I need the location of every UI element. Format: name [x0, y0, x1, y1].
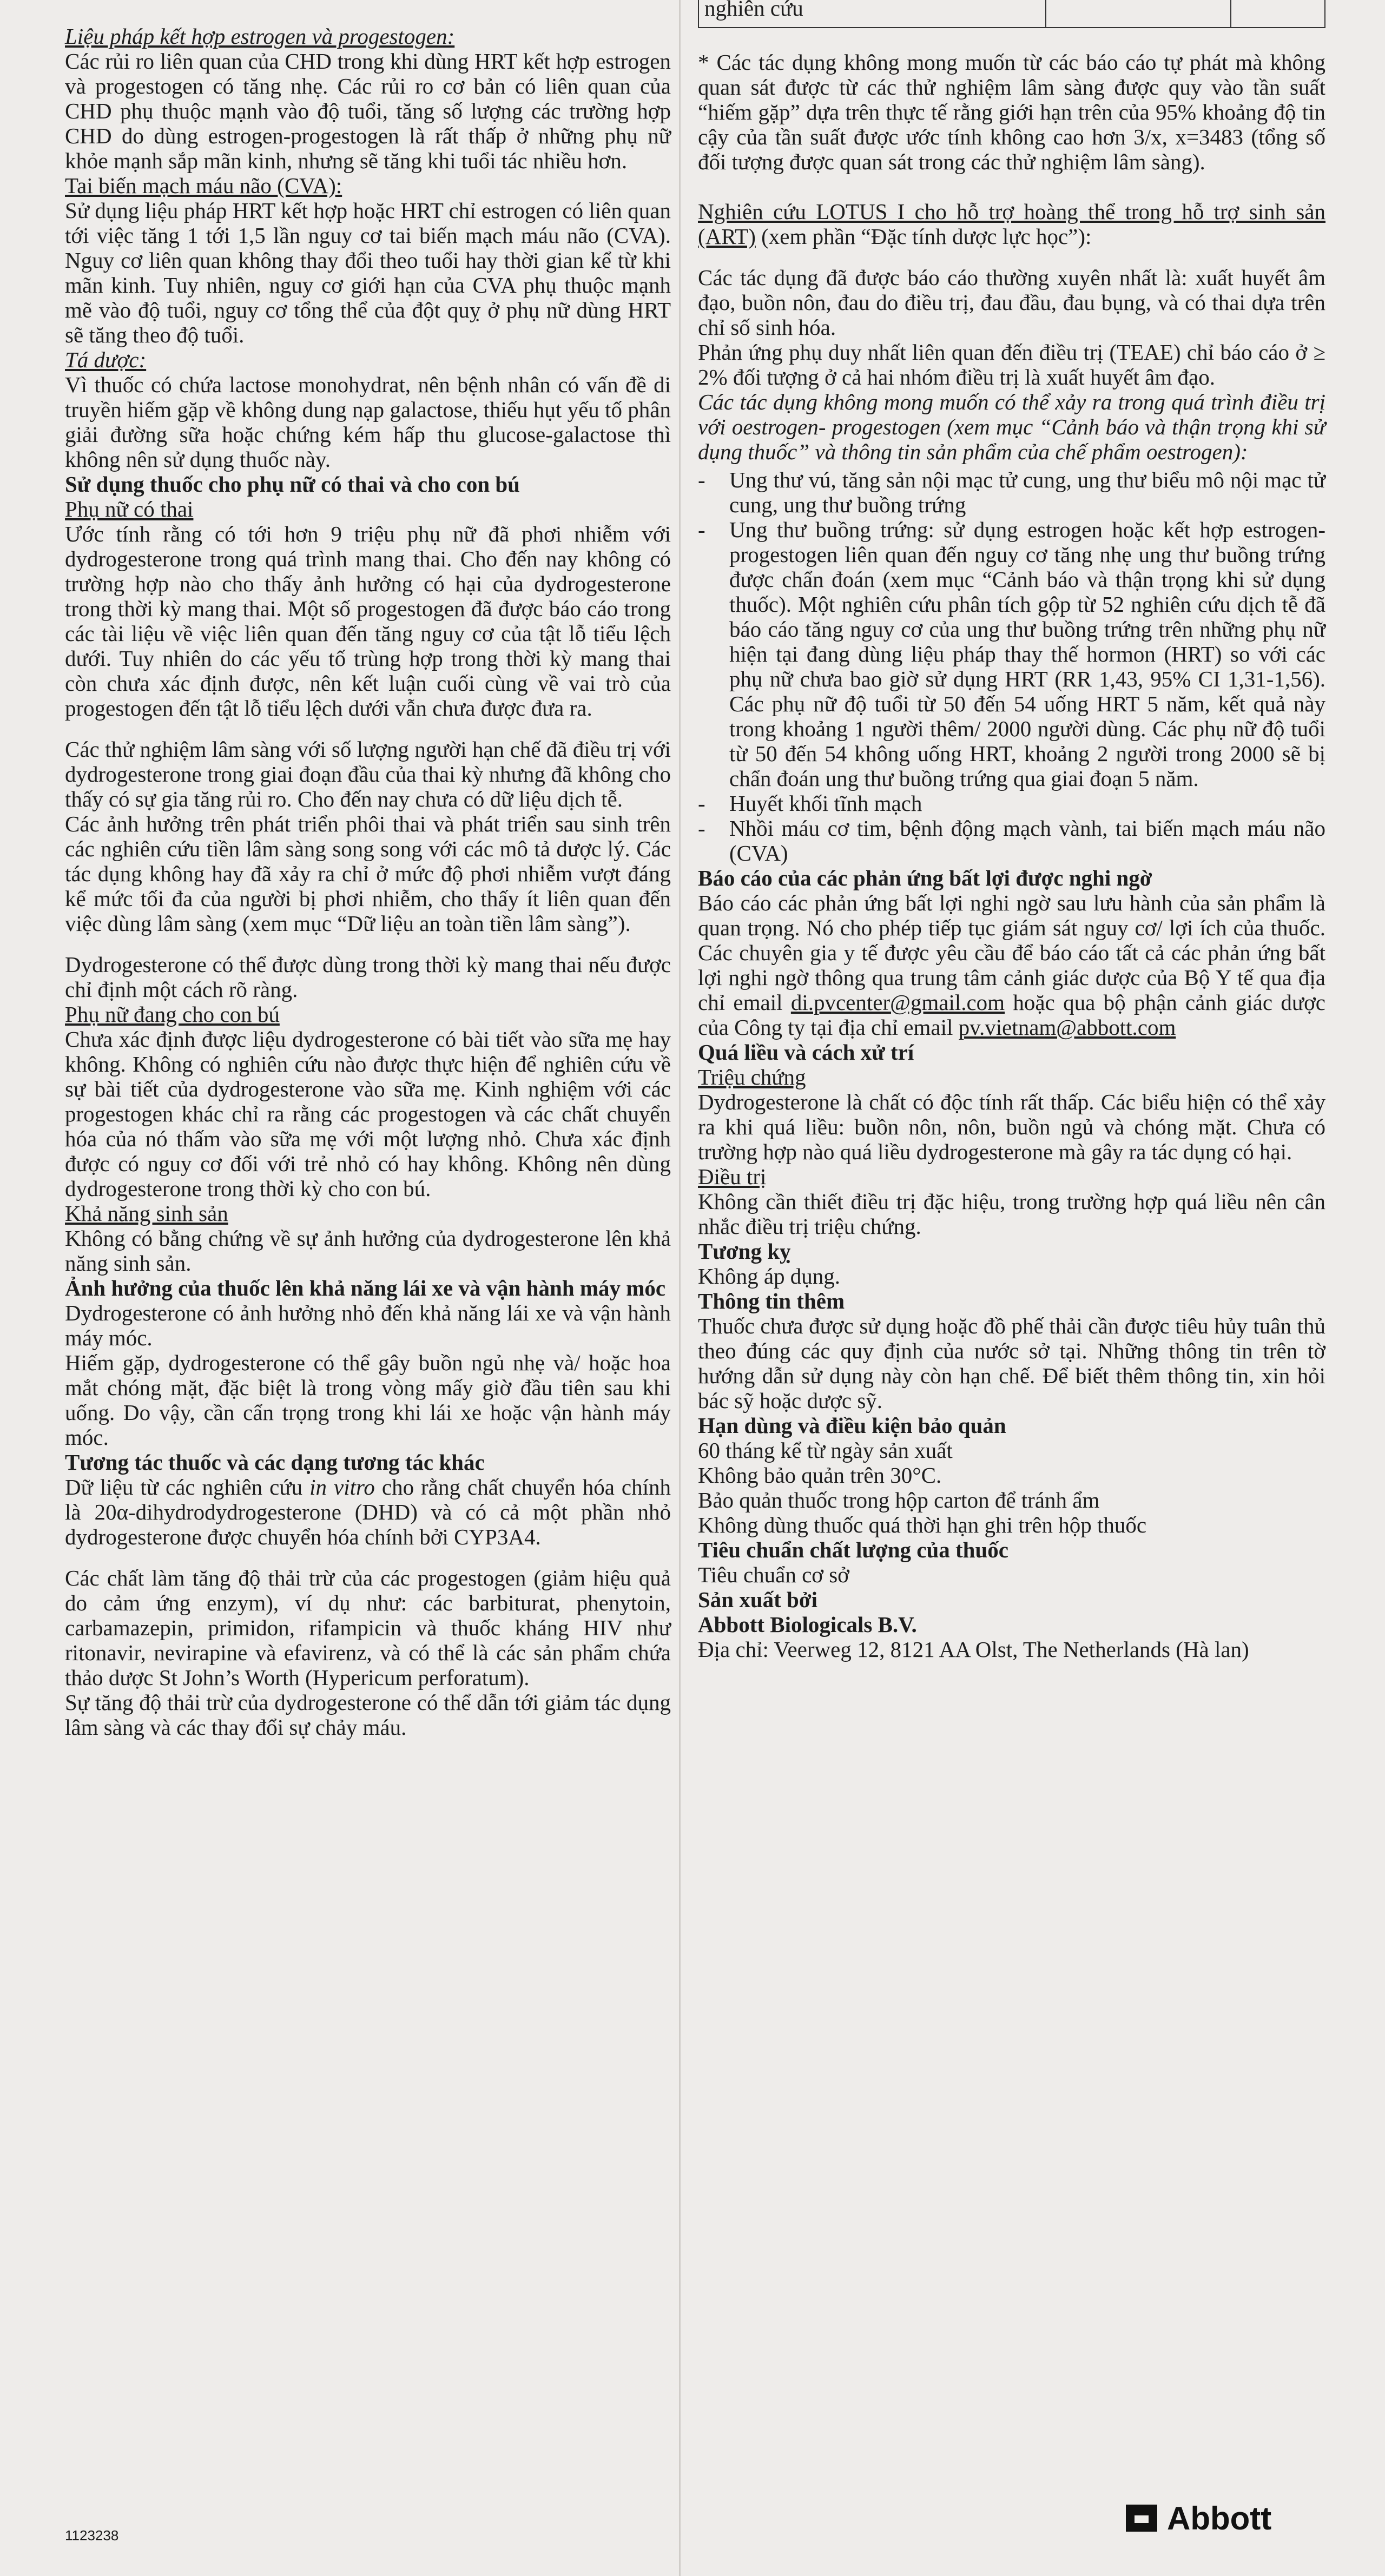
list-item: - Ung thư buồng trứng: sử dụng estrogen hoặc kết hợp estrogen-progestogen liên quan đến nguy cơ tăng nhẹ ung thư buồng trứng được chẩn đoán (xem mục “Cảnh báo và thận trọng khi sử dụng thuốc). Một nghiên cứu phân tích gộp từ 52 nghiên cứu dịch tễ đã báo cáo tăng nguy cơ của ung thư buồng trứng trên những phụ nữ hiện tại đang dùng liệu pháp thay thế hormon (HRT) so với các phụ nữ chưa bao giờ sử dụng HRT (RR 1,43, 95% CI 1,31-1,56). Các phụ nữ độ tuổi từ 50 đến 54 uống HRT 5 năm, kết quả này trong khoảng 1 người thêm/ 2000 người dùng. Các phụ nữ độ tuổi từ 50 đến 54 không uống HRT, khoảng 2 người trong 2000 sẽ bị chẩn đoán ung thư buồng trứng qua giai đoạn 5 năm.	[698, 517, 1325, 791]
lotus-italic-note: Các tác dụng không mong muốn có thể xảy ra trong quá trình điều trị với oestrogen- progestogen (xem mục “Cảnh báo và thận trọng khi sử dụng thuốc” và thông tin sản phẩm của chế phẩm oestrogen):	[698, 389, 1325, 464]
list-item: - Nhồi máu cơ tim, bệnh động mạch vành, tai biến mạch máu não (CVA)	[698, 816, 1325, 866]
adr-text-a: Báo cáo các phản ứng bất lợi nghi ngờ sau lưu hành của sản phẩm là quan trọng. Nó cho phép tiếp tục giám sát nguy cơ/ lợi ích của thuốc. Các chuyên gia y tế được yêu cầu để báo cáo tất cả các phản ứng bất lợi nghi ngờ thông qua trung tâm cảnh giác dược của Bộ Y tế qua địa chỉ email	[698, 890, 1325, 1015]
driving-paragraph-1: Dydrogesterone có ảnh hưởng nhỏ đến khả năng lái xe và vận hành máy móc.	[65, 1300, 671, 1350]
lotus-paragraph-1: Các tác dụng đã được báo cáo thường xuyên nhất là: xuất huyết âm đạo, buồn nôn, đau do điều trị, đau đầu, đau bụng, và có thai dựa trên chỉ số sinh hóa.	[698, 265, 1325, 340]
list-item: - Huyết khối tĩnh mạch	[698, 791, 1325, 816]
table-cell	[1231, 0, 1325, 28]
pregnancy-paragraph-3: Các ảnh hưởng trên phát triển phôi thai và phát triển sau sinh trên các nghiên cứu tiền lâm sàng song song với các mô tả dược lý. Các tác dụng không hay đã xảy ra chỉ ở mức độ phơi nhiễm vượt đáng kể mức tối đa của người bị phơi nhiễm, cho thấy ít liên quan đến việc dùng lâm sàng (xem mục “Dữ liệu an toàn tiền lâm sàng”).	[65, 811, 671, 936]
abbott-pv-email-link[interactable]: pv.vietnam@abbott.com	[958, 1015, 1176, 1040]
lotus-title-after: (xem phần “Đặc tính dược lực học”):	[755, 224, 1092, 249]
pv-center-email-link[interactable]: di.pvcenter@gmail.com	[790, 990, 1005, 1015]
interactions-text-a: Dữ liệu từ các nghiên cứu	[65, 1475, 310, 1500]
incompatibility-text: Không áp dụng.	[698, 1264, 841, 1289]
adr-text-b: hoặc qua bộ phận cảnh giác dược của Công ty tại địa chỉ email	[698, 990, 1325, 1040]
interactions-paragraph-1	[65, 1475, 671, 1549]
abbott-logo-text: Abbott	[1167, 2500, 1272, 2537]
document-code: 1123238	[65, 2527, 119, 2544]
quality-heading: Tiêu chuẩn chất lượng của thuốc	[698, 1537, 1008, 1562]
storage-line: Bảo quản thuốc trong hộp carton để tránh ẩm	[698, 1488, 1100, 1512]
interactions-text-b: cho rằng chất chuyển hóa chính là 20α-dihydrodydrogesterone (DHD) và có cả một phần nhỏ dydrogesterone được chuyển hóa chính bởi CYP3A4.	[65, 1475, 671, 1549]
driving-heading: Ảnh hưởng của thuốc lên khả năng lái xe và vận hành máy móc	[65, 1276, 666, 1300]
list-item: - Ung thư vú, tăng sản nội mạc tử cung, ung thư biểu mô nội mạc tử cung, ung thư buồng trứng	[698, 467, 1325, 517]
more-info-text: Thuốc chưa được sử dụng hoặc đồ phế thải cần được tiêu hủy tuân thủ theo đúng các quy định của nước sở tại. Những thông tin trên tờ hướng dẫn sử dụng này còn hạn chế. Để biết thêm thông tin, xin hỏi bác sỹ hoặc dược sỹ.	[698, 1313, 1325, 1413]
column-divider	[679, 0, 681, 2576]
abbott-logo-icon	[1123, 2499, 1160, 2537]
lotus-title-line	[698, 199, 1325, 249]
lactation-text: Chưa xác định được liệu dydrogesterone có bài tiết vào sữa mẹ hay không. Không có nghiên cứu nào được thực hiện để nghiên cứu về sự bài tiết của dydrogesterone vào sữa mẹ. Kinh nghiệm với các progestogen khác chỉ ra rằng các progestogen và các chất chuyển hóa của nó thấm vào sữa mẹ với một lượng nhỏ. Chưa xác định được có nguy cơ đối với trẻ nhỏ có hay không. Không nên dùng dydrogesterone trong thời kỳ cho con bú.	[65, 1027, 671, 1201]
pregnancy-paragraph-1: Ước tính rằng có tới hơn 9 triệu phụ nữ đã phơi nhiễm với dydrogesterone trong quá trình mang thai. Cho đến nay không có trường hợp nào cho thấy ảnh hưởng có hại của dydrogesterone trong thời kỳ mang thai. Một số progestogen đã được báo cáo trong các tài liệu về việc liên quan đến tăng nguy cơ của tật lỗ tiểu lệch dưới. Tuy nhiên do các yếu tố trùng hợp trong thời kỳ mang thai còn chưa xác định được, nên kết luận cuối cùng về vai trò của progestogen đến tật lỗ tiểu lệch dưới vẫn chưa được đưa ra.	[65, 521, 671, 721]
interactions-in-vitro: in vitro	[309, 1475, 375, 1500]
table-row	[698, 0, 1325, 28]
adr-text	[698, 890, 1325, 1040]
adr-heading: Báo cáo của các phản ứng bất lợi được nghi ngờ	[698, 866, 1152, 890]
storage-heading: Hạn dùng và điều kiện bảo quản	[698, 1413, 1006, 1438]
pregnancy-subheading: Phụ nữ có thai	[65, 497, 194, 521]
overdose-treatment-subheading: Điều trị	[698, 1164, 767, 1189]
cva-text: Sử dụng liệu pháp HRT kết hợp hoặc HRT chỉ estrogen có liên quan tới việc tăng 1 tới 1,5 lần nguy cơ tai biến mạch máu não (CVA). Nguy cơ liên quan không thay đổi theo tuổi hay thời gian kể từ khi mãn kinh. Tuy nhiên, nguy cơ giới hạn của CVA phụ thuộc mạnh mẽ vào độ tuổi, nguy cơ tổng thể của đột quỵ ở phụ nữ dùng HRT sẽ tăng theo độ tuổi.	[65, 198, 671, 347]
fertility-subheading: Khả năng sinh sản	[65, 1201, 228, 1226]
table-cell: nghiên cứu	[698, 0, 1046, 28]
adverse-effects-list	[698, 467, 1325, 866]
overdose-heading: Quá liều và cách xử trí	[698, 1040, 914, 1065]
interactions-paragraph-2: Các chất làm tăng độ thải trừ của các progestogen (giảm hiệu quả do cảm ứng enzym), ví dụ như: các barbiturat, phenytoin, carbamazepin, primidon, rifampicin và thuốc kháng HIV như ritonavir, nevirapine và efavirenz, và có thể là các sản phẩm chứa thảo dược St John’s Worth (Hypericum perforatum).	[65, 1566, 671, 1690]
table-cell	[1046, 0, 1231, 28]
frequency-table-fragment	[698, 0, 1325, 28]
manufacturer-address: Địa chỉ: Veerweg 12, 8121 AA Olst, The Netherlands (Hà lan)	[698, 1637, 1249, 1662]
manufacturer-name: Abbott Biologicals B.V.	[698, 1612, 917, 1637]
abbott-logo	[1123, 2499, 1271, 2537]
manufacturer-heading: Sản xuất bởi	[698, 1587, 817, 1612]
more-info-heading: Thông tin thêm	[698, 1289, 845, 1313]
chd-title: Liệu pháp kết hợp estrogen và progestogen:	[65, 24, 455, 49]
lotus-title: Nghiên cứu LOTUS I cho hỗ trợ hoàng thể trong hỗ trợ sinh sản (ART)	[698, 199, 1325, 249]
footnote: * Các tác dụng không mong muốn từ các báo cáo tự phát mà không quan sát được từ các thử nghiệm lâm sàng được quy vào tần suất “hiếm gặp” dựa trên thực tế rằng giới hạn trên của 95% khoảng độ tin cậy của tần suất được ước tính không cao hơn 3/x, x=3483 (tổng số đối tượng được quan sát trong các thử nghiệm lâm sàng).	[698, 50, 1325, 174]
lactation-subheading: Phụ nữ đang cho con bú	[65, 1002, 280, 1027]
storage-line: 60 tháng kể từ ngày sản xuất	[698, 1438, 953, 1463]
overdose-symptoms-subheading: Triệu chứng	[698, 1065, 806, 1089]
cva-title: Tai biến mạch máu não (CVA):	[65, 173, 342, 198]
pregnancy-paragraph-2: Các thử nghiệm lâm sàng với số lượng người hạn chế đã điều trị với dydrogesterone trong giai đoạn đầu của thai kỳ nhưng đã không cho thấy có sự gia tăng rủi ro. Cho đến nay chưa có dữ liệu dịch tễ.	[65, 737, 671, 811]
storage-line: Không bảo quản trên 30°C.	[698, 1463, 942, 1488]
overdose-symptoms-text: Dydrogesterone là chất có độc tính rất thấp. Các biểu hiện có thể xảy ra khi quá liều: buồn nôn, nôn, buồn ngủ và chóng mặt. Chưa có trường hợp nào quá liều dydrogesterone mà gây ra tác dụng có hại.	[698, 1089, 1325, 1164]
excipient-text: Vì thuốc có chứa lactose monohydrat, nên bệnh nhân có vấn đề di truyền hiếm gặp về không dung nạp galactose, thiếu hụt yếu tố phân giải đường sữa hoặc chứng kém hấp thu glucose-galactose thì không nên sử dụng thuốc này.	[65, 372, 671, 472]
left-column	[65, 0, 671, 1740]
interactions-paragraph-3: Sự tăng độ thải trừ của dydrogesterone có thể dẫn tới giảm tác dụng lâm sàng và các thay đổi sự chảy máu.	[65, 1690, 671, 1740]
storage-line: Không dùng thuốc quá thời hạn ghi trên hộp thuốc	[698, 1512, 1147, 1537]
right-column	[698, 0, 1325, 1662]
driving-paragraph-2: Hiếm gặp, dydrogesterone có thể gây buồn ngủ nhẹ và/ hoặc hoa mắt chóng mặt, đặc biệt là trong vòng mấy giờ đầu tiên sau khi uống. Do vậy, cần cẩn trọng trong khi lái xe hoặc vận hành máy móc.	[65, 1350, 671, 1450]
quality-text: Tiêu chuẩn cơ sở	[698, 1562, 849, 1587]
lotus-paragraph-2: Phản ứng phụ duy nhất liên quan đến điều trị (TEAE) chỉ báo cáo ở ≥ 2% đối tượng ở cả hai nhóm điều trị là xuất huyết âm đạo.	[698, 340, 1325, 389]
pregnancy-heading: Sử dụng thuốc cho phụ nữ có thai và cho con bú	[65, 472, 520, 497]
chd-text: Các rủi ro liên quan của CHD trong khi dùng HRT kết hợp estrogen và progestogen có tăng nhẹ. Các rủi ro cơ bản có liên quan của CHD phụ thuộc mạnh vào độ tuổi, tăng số lượng các trường hợp CHD do dùng estrogen-progestogen là rất thấp ở những phụ nữ khỏe mạnh sắp mãn kinh, nhưng sẽ tăng khi tuổi tác nhiều hơn.	[65, 49, 671, 173]
incompatibility-heading: Tương kỵ	[698, 1239, 791, 1264]
excipient-title: Tá dược:	[65, 347, 147, 372]
interactions-heading: Tương tác thuốc và các dạng tương tác khác	[65, 1450, 485, 1475]
fertility-text: Không có bằng chứng về sự ảnh hưởng của dydrogesterone lên khả năng sinh sản.	[65, 1226, 671, 1276]
pregnancy-paragraph-4: Dydrogesterone có thể được dùng trong thời kỳ mang thai nếu được chỉ định một cách rõ ràng.	[65, 952, 671, 1002]
overdose-treatment-text: Không cần thiết điều trị đặc hiệu, trong trường hợp quá liều nên cân nhắc điều trị triệu chứng.	[698, 1189, 1325, 1239]
